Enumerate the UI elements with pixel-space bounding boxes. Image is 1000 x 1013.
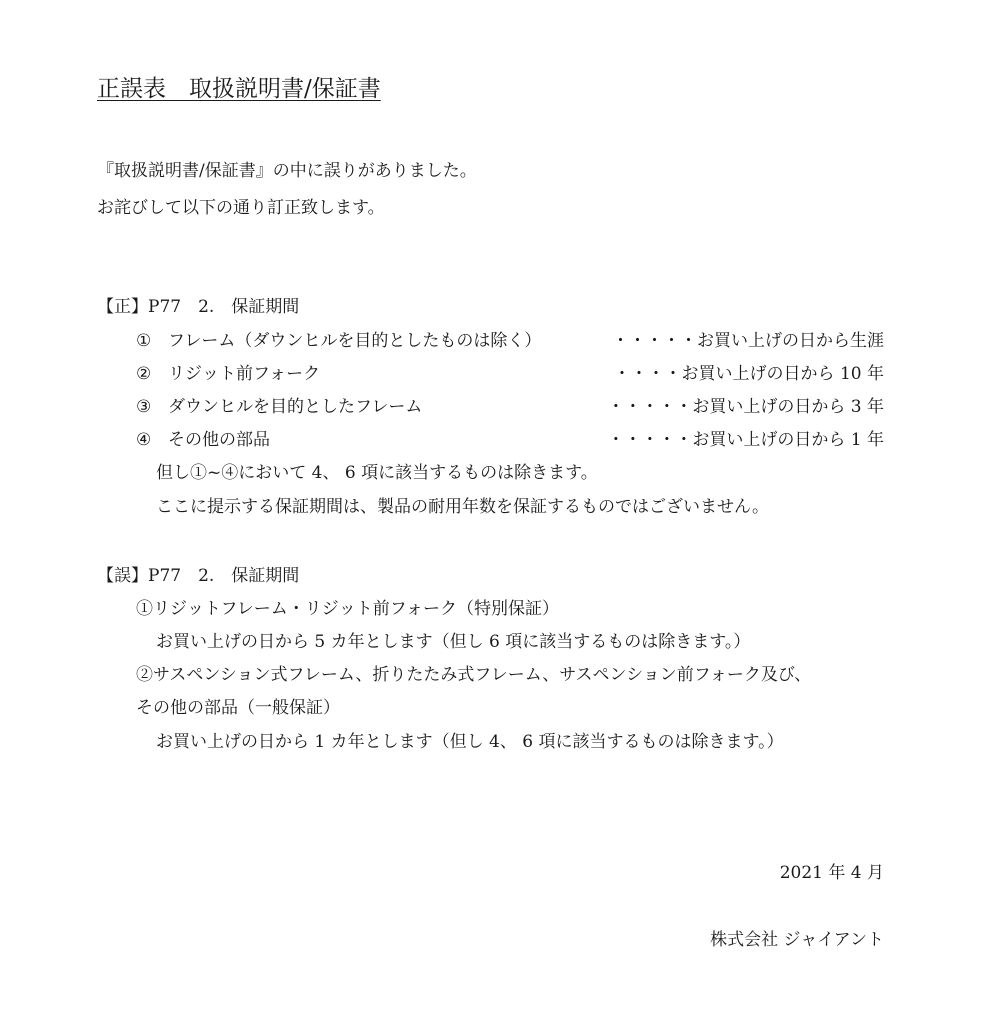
company-name: 株式会社 ジャイアント	[710, 930, 884, 950]
item-number: ③	[136, 397, 152, 417]
incorrect-heading: 【誤】P77 2. 保証期間	[97, 566, 300, 586]
item-label: リジット前フォーク	[168, 364, 321, 384]
item-label: フレーム（ダウンヒルを目的としたものは除く）	[168, 331, 542, 351]
item-period: お買い上げの日から 10 年	[681, 364, 884, 384]
correct-heading: 【正】P77 2. 保証期間	[97, 297, 300, 317]
item-number: ①	[136, 331, 152, 351]
item-dots: ・・・・	[613, 364, 682, 384]
incorrect-line-3: ②サスペンション式フレーム、折りたたみ式フレーム、サスペンション前フォーク及び、	[136, 665, 812, 685]
item-dots: ・・・・・	[607, 430, 693, 450]
item-label: その他の部品	[168, 430, 270, 450]
item-number: ④	[136, 430, 152, 450]
item-label: ダウンヒルを目的としたフレーム	[168, 397, 423, 417]
item-period: お買い上げの日から生涯	[697, 331, 884, 351]
correct-note-2: ここに提示する保証期間は、製品の耐用年数を保証するものではございません。	[156, 497, 770, 517]
incorrect-line-1: ①リジットフレーム・リジット前フォーク（特別保証）	[136, 599, 559, 619]
item-dots: ・・・・・	[612, 331, 697, 351]
item-period: お買い上げの日から 3 年	[692, 397, 884, 417]
document-date: 2021 年 4 月	[779, 863, 884, 883]
page-title: 正誤表 取扱説明書/保証書	[97, 76, 381, 102]
item-dots: ・・・・・	[607, 397, 693, 417]
intro-line-1: 『取扱説明書/保証書』の中に誤りがありました。	[97, 161, 477, 181]
item-number: ②	[136, 364, 152, 384]
correct-note-1: 但し①~④において 4、 6 項に該当するものは除きます。	[156, 463, 598, 483]
incorrect-line-5: お買い上げの日から 1 カ年とします（但し 4、 6 項に該当するものは除きます。）	[156, 732, 784, 752]
item-period: お買い上げの日から 1 年	[692, 430, 884, 450]
incorrect-line-2: お買い上げの日から 5 カ年とします（但し 6 項に該当するものは除きます。）	[156, 632, 751, 652]
intro-line-2: お詫びして以下の通り訂正致します。	[97, 198, 385, 218]
incorrect-line-4: その他の部品（一般保証）	[136, 698, 340, 718]
